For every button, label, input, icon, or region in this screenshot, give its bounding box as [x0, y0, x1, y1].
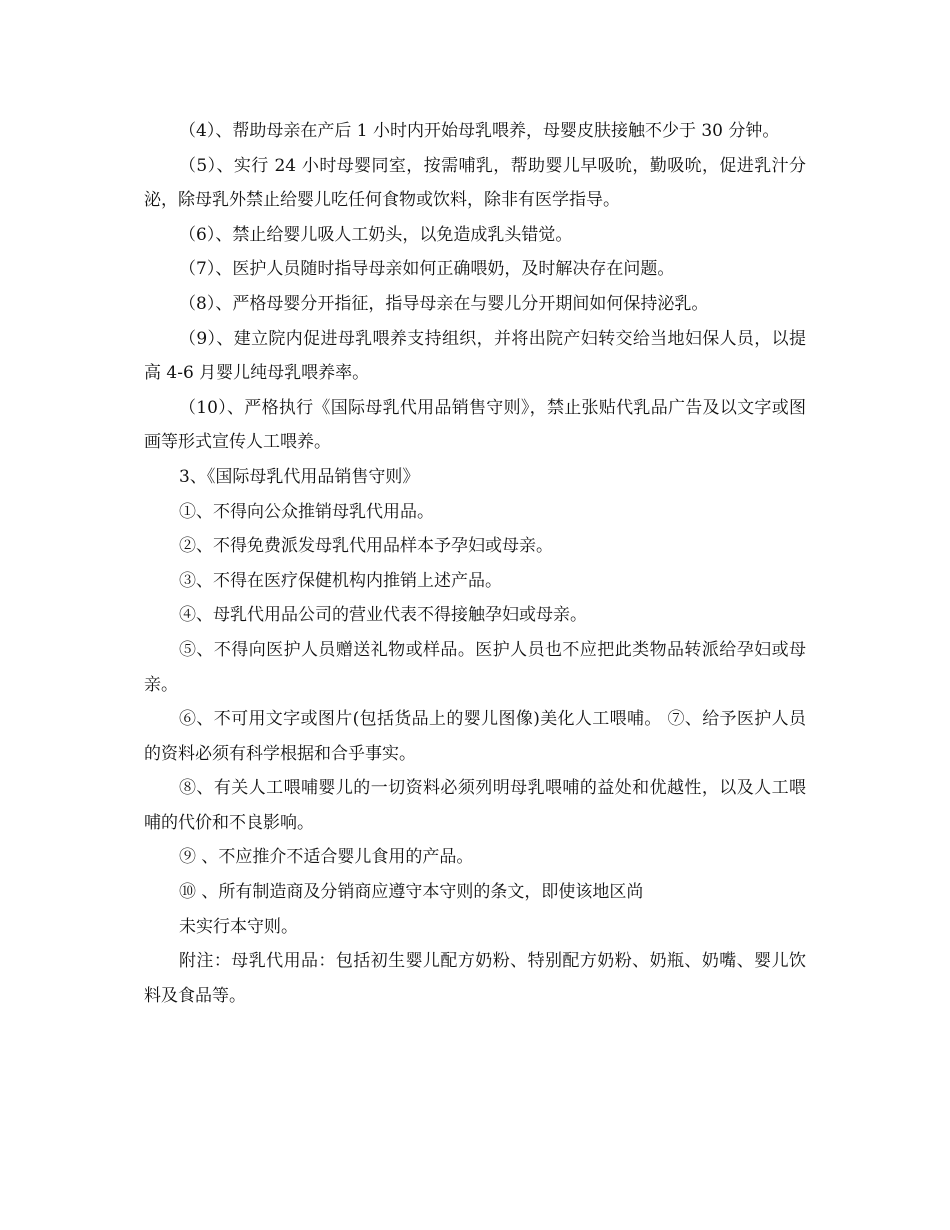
code-rule-2: ②、不得免费派发母乳代用品样本予孕妇或母亲。	[179, 536, 553, 557]
code-rule-3: ③、不得在医疗保健机构内推销上述产品。	[179, 570, 502, 591]
paragraph-item-4: （4）、帮助母亲在产后 1 小时内开始母乳喂养，母婴皮肤接触不少于 30 分钟。	[179, 121, 780, 141]
code-rule-8: ⑧、有关人工喂哺婴儿的一切资料必须列明母乳喂哺的益处和优越性，以及人工喂哺的代价和不良影响。	[144, 778, 806, 833]
paragraph-item-6: （6）、禁止给婴儿吸人工奶头，以免造成乳头错觉。	[179, 224, 573, 245]
code-rule-5: ⑤、不得向医护人员赠送礼物或样品。医护人员也不应把此类物品转派给孕妇或母亲。	[144, 639, 806, 695]
code-rule-9: ⑨ 、不应推介不适合婴儿食用的产品。	[179, 847, 474, 868]
code-rule-1: ①、不得向公众推销母乳代用品。	[179, 501, 434, 522]
code-rule-6-7: ⑥、不可用文字或图片(包括货品上的婴儿图像)美化人工喂哺。 ⑦、给予医护人员的资料必须有科学根据和合乎事实。	[144, 709, 806, 764]
paragraph-item-8: （8）、严格母婴分开指征，指导母亲在与婴儿分开期间如何保持泌乳。	[179, 293, 709, 314]
code-rule-10: ⑩ 、所有制造商及分销商应遵守本守则的条文，即使该地区尚	[179, 882, 644, 903]
paragraph-item-7: （7）、医护人员随时指导母亲如何正确喂奶，及时解决存在问题。	[179, 259, 675, 280]
footnote: 附注：母乳代用品：包括初生婴儿配方奶粉、特别配方奶粉、奶瓶、奶嘴、婴儿饮料及食品等。	[144, 951, 806, 1006]
section-heading: 3、《国际母乳代用品销售守则》	[179, 466, 420, 487]
paragraph-item-9: （9）、建立院内促进母乳喂养支持组织，并将出院产妇转交给当地妇保人员，以提高 4-6 月婴儿纯母乳喂养率。	[144, 328, 806, 384]
paragraph-item-5: （5）、实行 24 小时母婴同室，按需哺乳，帮助婴儿早吸吮，勤吸吮，促进乳汁分泌，除母乳外禁止给婴儿吃任何食物或饮料，除非有医学指导。	[144, 155, 806, 211]
code-rule-4: ④、母乳代用品公司的营业代表不得接触孕妇或母亲。	[179, 605, 587, 626]
code-rule-10-continued: 未实行本守则。	[179, 916, 298, 937]
paragraph-item-10: （10）、严格执行《国际母乳代用品销售守则》，禁止张贴代乳品广告及以文字或图画等形式宣传人工喂养。	[144, 397, 806, 453]
document-body	[144, 114, 806, 1013]
